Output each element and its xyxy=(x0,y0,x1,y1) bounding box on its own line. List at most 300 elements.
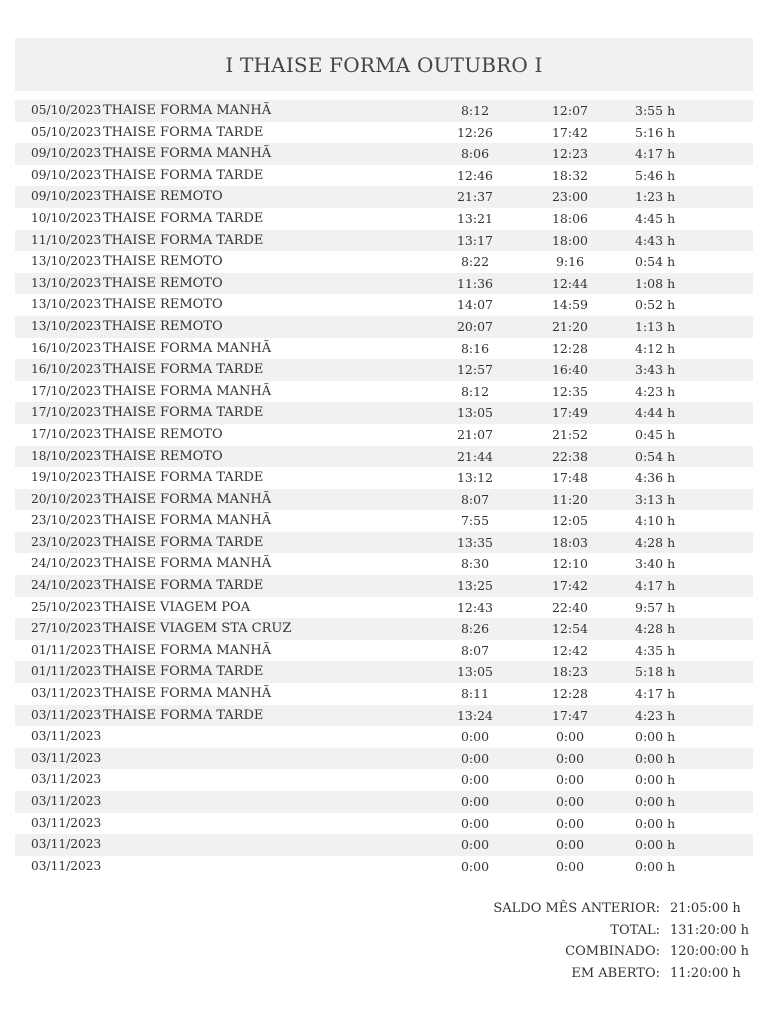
row-start-time: 8:07 xyxy=(460,491,490,507)
row-start-time: 0:00 xyxy=(460,815,490,831)
row-duration xyxy=(635,143,675,165)
table-row xyxy=(15,748,753,770)
report-title: I THAISE FORMA OUTUBRO I xyxy=(225,52,543,77)
row-description: THAISE FORMA TARDE xyxy=(103,232,264,248)
row-duration-value: 4:17 xyxy=(635,146,664,162)
row-duration-value: 4:28 xyxy=(635,534,664,550)
row-description: THAISE FORMA MANHÃ xyxy=(103,146,272,162)
summary-value-number: 11:20:00 xyxy=(670,965,729,981)
row-end-time: 22:40 xyxy=(551,599,589,615)
row-duration-unit: h xyxy=(667,750,676,766)
row-duration-value: 0:00 xyxy=(635,858,664,874)
table-row xyxy=(15,856,753,878)
row-end-time: 0:00 xyxy=(555,837,585,853)
row-date: 03/11/2023 xyxy=(31,772,102,787)
row-duration xyxy=(635,381,675,403)
row-duration-value: 5:46 xyxy=(635,167,664,183)
row-duration-unit: h xyxy=(667,621,676,637)
row-duration-value: 4:35 xyxy=(635,642,664,658)
row-date: 03/11/2023 xyxy=(31,686,102,701)
row-duration xyxy=(635,273,675,295)
summary-value-number: 131:20:00 xyxy=(670,922,737,938)
row-end-time: 23:00 xyxy=(551,189,589,205)
row-end-time: 21:20 xyxy=(551,318,589,334)
row-description: THAISE FORMA TARDE xyxy=(103,210,264,226)
row-date: 03/11/2023 xyxy=(31,837,102,852)
row-duration xyxy=(635,748,675,770)
row-duration-value: 1:13 xyxy=(635,318,664,334)
row-description: THAISE FORMA TARDE xyxy=(103,534,264,550)
row-duration-unit: h xyxy=(667,556,676,572)
row-description: THAISE REMOTO xyxy=(103,426,223,442)
table-row xyxy=(15,381,753,403)
row-date: 23/10/2023 xyxy=(31,513,102,528)
row-end-time: 12:28 xyxy=(551,686,589,702)
row-description: THAISE FORMA MANHÃ xyxy=(103,491,272,507)
row-duration-value: 1:08 xyxy=(635,275,664,291)
report-header xyxy=(15,38,753,91)
row-duration xyxy=(635,769,675,791)
row-start-time: 13:05 xyxy=(456,664,494,680)
row-duration-value: 4:36 xyxy=(635,470,664,486)
row-date: 01/11/2023 xyxy=(31,642,102,657)
row-duration-value: 0:00 xyxy=(635,837,664,853)
table-row xyxy=(15,165,753,187)
row-duration-unit: h xyxy=(667,794,676,809)
row-duration-unit: h xyxy=(667,275,676,291)
row-duration-unit: h xyxy=(667,599,676,615)
row-duration-value: 3:55 xyxy=(635,103,664,118)
row-date: 05/10/2023 xyxy=(31,103,102,117)
row-start-time: 21:07 xyxy=(456,426,494,442)
row-date: 27/10/2023 xyxy=(31,621,102,636)
row-start-time: 13:21 xyxy=(456,210,494,226)
table-row xyxy=(15,424,753,446)
table-row xyxy=(15,208,753,230)
row-duration-unit: h xyxy=(667,146,676,162)
row-start-time: 8:06 xyxy=(460,146,490,162)
summary-row xyxy=(493,941,750,963)
row-duration-unit: h xyxy=(667,448,676,464)
summary-label: COMBINADO: xyxy=(565,944,660,960)
row-description: THAISE REMOTO xyxy=(103,189,223,205)
table-row xyxy=(15,122,753,144)
row-start-time: 0:00 xyxy=(460,837,490,853)
row-duration xyxy=(635,186,675,208)
row-description: THAISE FORMA TARDE xyxy=(103,405,264,421)
row-date: 11/10/2023 xyxy=(31,232,102,247)
table-row xyxy=(15,683,753,705)
row-start-time: 8:11 xyxy=(460,686,490,702)
row-date: 09/10/2023 xyxy=(31,167,102,182)
row-end-time: 12:35 xyxy=(551,383,589,399)
row-start-time: 8:22 xyxy=(460,254,490,270)
row-duration-value: 5:16 xyxy=(635,124,664,140)
row-duration xyxy=(635,834,675,856)
summary-row xyxy=(493,898,740,920)
row-duration-unit: h xyxy=(667,837,676,853)
table-row xyxy=(15,834,753,856)
table-row xyxy=(15,143,753,165)
table-row xyxy=(15,661,753,683)
row-end-time: 18:06 xyxy=(551,210,589,226)
row-duration xyxy=(635,726,675,748)
row-duration xyxy=(635,575,675,597)
summary-value-number: 21:05:00 xyxy=(670,901,729,916)
row-duration xyxy=(635,510,675,532)
row-duration xyxy=(635,856,675,878)
table-row xyxy=(15,446,753,468)
row-start-time: 13:05 xyxy=(456,405,494,421)
row-duration-value: 0:00 xyxy=(635,794,664,809)
row-duration-value: 9:57 xyxy=(635,599,664,615)
row-description: THAISE REMOTO xyxy=(103,297,223,313)
row-description: THAISE FORMA MANHÃ xyxy=(103,103,272,118)
row-duration-value: 0:00 xyxy=(635,772,664,788)
summary-value-number: 120:00:00 xyxy=(670,944,737,960)
row-duration-unit: h xyxy=(667,686,676,702)
row-duration-value: 0:54 xyxy=(635,254,664,270)
row-duration xyxy=(635,338,675,360)
summary-value-unit: h xyxy=(732,965,741,981)
row-duration-unit: h xyxy=(667,254,676,270)
row-description: THAISE FORMA MANHÃ xyxy=(103,642,272,658)
row-start-time: 14:07 xyxy=(456,297,494,313)
table-row xyxy=(15,813,753,835)
row-description: THAISE FORMA TARDE xyxy=(103,362,264,378)
row-description: THAISE VIAGEM POA xyxy=(103,599,251,615)
row-end-time: 12:05 xyxy=(551,513,589,529)
table-row xyxy=(15,359,753,381)
row-date: 24/10/2023 xyxy=(31,578,102,593)
row-end-time: 18:03 xyxy=(551,534,589,550)
row-duration xyxy=(635,597,675,619)
row-start-time: 13:35 xyxy=(456,534,494,550)
row-description: THAISE FORMA MANHÃ xyxy=(103,383,272,399)
row-duration xyxy=(635,230,675,252)
row-start-time: 12:43 xyxy=(456,599,494,615)
summary-value-unit: h xyxy=(740,922,750,938)
row-description: THAISE REMOTO xyxy=(103,448,223,464)
row-start-time: 8:30 xyxy=(460,556,490,572)
row-duration-unit: h xyxy=(667,470,676,486)
table-row xyxy=(15,273,753,295)
row-duration-unit: h xyxy=(667,858,676,874)
summary-label: EM ABERTO: xyxy=(571,965,660,981)
table-row xyxy=(15,705,753,727)
row-duration-unit: h xyxy=(667,167,676,183)
row-start-time: 8:12 xyxy=(460,103,490,118)
row-start-time: 13:12 xyxy=(456,470,494,486)
row-duration xyxy=(635,402,675,424)
row-duration-unit: h xyxy=(667,707,676,723)
row-description: THAISE FORMA TARDE xyxy=(103,578,264,594)
row-start-time: 0:00 xyxy=(460,858,490,874)
row-description: THAISE FORMA TARDE xyxy=(103,664,264,680)
row-end-time: 17:42 xyxy=(551,578,589,594)
row-end-time: 21:52 xyxy=(551,426,589,442)
row-date: 01/11/2023 xyxy=(31,664,102,679)
row-start-time: 20:07 xyxy=(456,318,494,334)
row-date: 05/10/2023 xyxy=(31,124,102,139)
row-duration-unit: h xyxy=(667,815,676,831)
row-start-time: 7:55 xyxy=(460,513,490,529)
row-start-time: 21:44 xyxy=(456,448,494,464)
row-end-time: 12:54 xyxy=(551,621,589,637)
row-duration xyxy=(635,122,675,144)
row-start-time: 13:25 xyxy=(456,578,494,594)
row-duration-value: 5:18 xyxy=(635,664,664,680)
row-duration xyxy=(635,165,675,187)
row-end-time: 12:10 xyxy=(551,556,589,572)
row-end-time: 16:40 xyxy=(551,362,589,378)
row-start-time: 0:00 xyxy=(460,794,490,809)
table-row xyxy=(15,510,753,532)
table-row xyxy=(15,230,753,252)
row-end-time: 11:20 xyxy=(551,491,589,507)
row-start-time: 0:00 xyxy=(460,772,490,788)
row-date: 10/10/2023 xyxy=(31,210,102,225)
row-date: 18/10/2023 xyxy=(31,448,102,463)
row-description: THAISE REMOTO xyxy=(103,318,223,334)
table-row xyxy=(15,726,753,748)
summary-value xyxy=(670,941,750,963)
row-duration xyxy=(635,359,675,381)
row-description: THAISE REMOTO xyxy=(103,254,223,270)
row-start-time: 13:17 xyxy=(456,232,494,248)
table-row xyxy=(15,791,753,813)
row-end-time: 12:07 xyxy=(551,103,589,118)
row-duration-value: 3:40 xyxy=(635,556,664,572)
table-row xyxy=(15,338,753,360)
row-duration-unit: h xyxy=(667,578,676,594)
row-duration xyxy=(635,294,675,316)
row-end-time: 0:00 xyxy=(555,794,585,809)
row-end-time: 0:00 xyxy=(555,858,585,874)
row-description: THAISE FORMA MANHÃ xyxy=(103,513,272,529)
row-duration-value: 4:23 xyxy=(635,383,664,399)
summary-value-unit: h xyxy=(732,901,741,916)
row-start-time: 8:12 xyxy=(460,383,490,399)
summary-value-unit: h xyxy=(740,944,750,960)
table-row xyxy=(15,532,753,554)
row-duration-unit: h xyxy=(667,729,676,745)
summary-row xyxy=(493,920,750,942)
row-date: 13/10/2023 xyxy=(31,297,102,312)
table-row xyxy=(15,575,753,597)
row-duration xyxy=(635,467,675,489)
row-duration-value: 0:00 xyxy=(635,815,664,831)
row-duration-unit: h xyxy=(667,383,676,399)
table-row xyxy=(15,597,753,619)
row-description: THAISE VIAGEM STA CRUZ xyxy=(103,621,292,637)
row-end-time: 18:23 xyxy=(551,664,589,680)
row-start-time: 8:16 xyxy=(460,340,490,356)
table-row xyxy=(15,769,753,791)
row-date: 17/10/2023 xyxy=(31,426,102,441)
row-duration-unit: h xyxy=(667,232,676,248)
row-date: 09/10/2023 xyxy=(31,189,102,204)
summary-block xyxy=(493,898,750,984)
row-duration-value: 4:12 xyxy=(635,340,664,356)
table-row xyxy=(15,467,753,489)
row-duration-unit: h xyxy=(667,362,676,378)
row-start-time: 0:00 xyxy=(460,750,490,766)
row-end-time: 12:23 xyxy=(551,146,589,162)
row-duration xyxy=(635,208,675,230)
row-date: 13/10/2023 xyxy=(31,275,102,290)
row-duration xyxy=(635,100,675,122)
row-duration xyxy=(635,791,675,813)
row-duration-unit: h xyxy=(667,210,676,226)
row-end-time: 17:48 xyxy=(551,470,589,486)
row-start-time: 8:07 xyxy=(460,642,490,658)
row-duration-value: 4:17 xyxy=(635,686,664,702)
row-date: 16/10/2023 xyxy=(31,340,102,355)
row-date: 17/10/2023 xyxy=(31,405,102,420)
row-duration-value: 4:43 xyxy=(635,232,664,248)
row-duration-unit: h xyxy=(667,426,676,442)
row-date: 17/10/2023 xyxy=(31,383,102,398)
row-start-time: 12:26 xyxy=(456,124,494,140)
row-duration-value: 3:43 xyxy=(635,362,664,378)
row-date: 03/11/2023 xyxy=(31,729,102,744)
row-start-time: 13:24 xyxy=(456,707,494,723)
row-duration-unit: h xyxy=(667,318,676,334)
row-duration-value: 4:10 xyxy=(635,513,664,529)
row-end-time: 12:44 xyxy=(551,275,589,291)
summary-label: TOTAL: xyxy=(610,922,660,938)
row-end-time: 12:42 xyxy=(551,642,589,658)
row-start-time: 12:57 xyxy=(456,362,494,378)
row-duration xyxy=(635,424,675,446)
row-duration xyxy=(635,553,675,575)
row-end-time: 14:59 xyxy=(551,297,589,313)
row-end-time: 18:32 xyxy=(551,167,589,183)
row-start-time: 0:00 xyxy=(460,729,490,745)
row-duration-value: 0:52 xyxy=(635,297,664,313)
row-duration xyxy=(635,251,675,273)
table-row xyxy=(15,402,753,424)
row-date: 16/10/2023 xyxy=(31,362,102,377)
row-date: 03/11/2023 xyxy=(31,707,102,722)
row-date: 13/10/2023 xyxy=(31,318,102,333)
row-duration-unit: h xyxy=(667,124,676,140)
row-duration-unit: h xyxy=(667,534,676,550)
row-duration xyxy=(635,532,675,554)
summary-value xyxy=(670,963,740,985)
row-duration-value: 4:44 xyxy=(635,405,664,421)
summary-value xyxy=(670,920,750,942)
row-duration xyxy=(635,489,675,511)
summary-row xyxy=(493,963,740,985)
table-row xyxy=(15,489,753,511)
table-row xyxy=(15,553,753,575)
row-duration xyxy=(635,661,675,683)
row-end-time: 9:16 xyxy=(555,254,585,270)
summary-label: SALDO MÊS ANTERIOR: xyxy=(493,901,660,916)
row-duration-value: 0:00 xyxy=(635,750,664,766)
row-date: 25/10/2023 xyxy=(31,599,102,614)
row-description: THAISE REMOTO xyxy=(103,275,223,291)
row-date: 03/11/2023 xyxy=(31,794,102,808)
row-duration-unit: h xyxy=(667,297,676,313)
summary-value xyxy=(670,898,740,920)
row-description: THAISE FORMA MANHÃ xyxy=(103,340,272,356)
row-duration xyxy=(635,618,675,640)
row-end-time: 17:47 xyxy=(551,707,589,723)
row-date: 03/11/2023 xyxy=(31,750,102,765)
row-description: THAISE FORMA MANHÃ xyxy=(103,556,272,572)
table-row xyxy=(15,640,753,662)
row-date: 03/11/2023 xyxy=(31,858,102,873)
table-row xyxy=(15,294,753,316)
row-duration-value: 0:00 xyxy=(635,729,664,745)
row-end-time: 0:00 xyxy=(555,729,585,745)
row-description: THAISE FORMA TARDE xyxy=(103,167,264,183)
row-end-time: 0:00 xyxy=(555,815,585,831)
table-row xyxy=(15,186,753,208)
row-date: 19/10/2023 xyxy=(31,470,102,485)
row-duration-unit: h xyxy=(667,491,676,507)
row-duration-value: 4:45 xyxy=(635,210,664,226)
row-duration xyxy=(635,446,675,468)
row-duration-unit: h xyxy=(667,664,676,680)
row-description: THAISE FORMA TARDE xyxy=(103,124,264,140)
row-date: 09/10/2023 xyxy=(31,146,102,161)
row-end-time: 18:00 xyxy=(551,232,589,248)
row-duration-value: 3:13 xyxy=(635,491,664,507)
row-end-time: 17:49 xyxy=(551,405,589,421)
table-row xyxy=(15,100,753,122)
row-start-time: 11:36 xyxy=(456,275,494,291)
row-start-time: 8:26 xyxy=(460,621,490,637)
row-duration-unit: h xyxy=(667,772,676,788)
row-duration-unit: h xyxy=(667,340,676,356)
row-duration-value: 0:45 xyxy=(635,426,664,442)
row-date: 24/10/2023 xyxy=(31,556,102,571)
row-date: 03/11/2023 xyxy=(31,815,102,830)
row-start-time: 12:46 xyxy=(456,167,494,183)
row-duration-value: 0:54 xyxy=(635,448,664,464)
row-duration xyxy=(635,683,675,705)
row-duration-unit: h xyxy=(667,513,676,529)
row-end-time: 12:28 xyxy=(551,340,589,356)
row-duration-unit: h xyxy=(667,405,676,421)
hours-table xyxy=(15,100,753,877)
table-row xyxy=(15,316,753,338)
row-duration-value: 1:23 xyxy=(635,189,664,205)
row-duration-value: 4:28 xyxy=(635,621,664,637)
row-date: 20/10/2023 xyxy=(31,491,102,506)
row-duration xyxy=(635,705,675,727)
row-duration-value: 4:17 xyxy=(635,578,664,594)
row-end-time: 22:38 xyxy=(551,448,589,464)
row-description: THAISE FORMA TARDE xyxy=(103,707,264,723)
row-duration-unit: h xyxy=(667,103,676,118)
row-start-time: 21:37 xyxy=(456,189,494,205)
row-duration-unit: h xyxy=(667,189,676,205)
table-row xyxy=(15,251,753,273)
row-date: 23/10/2023 xyxy=(31,534,102,549)
table-row xyxy=(15,618,753,640)
row-duration xyxy=(635,813,675,835)
row-duration xyxy=(635,640,675,662)
row-end-time: 0:00 xyxy=(555,750,585,766)
row-duration xyxy=(635,316,675,338)
row-description: THAISE FORMA MANHÃ xyxy=(103,686,272,702)
row-duration-unit: h xyxy=(667,642,676,658)
